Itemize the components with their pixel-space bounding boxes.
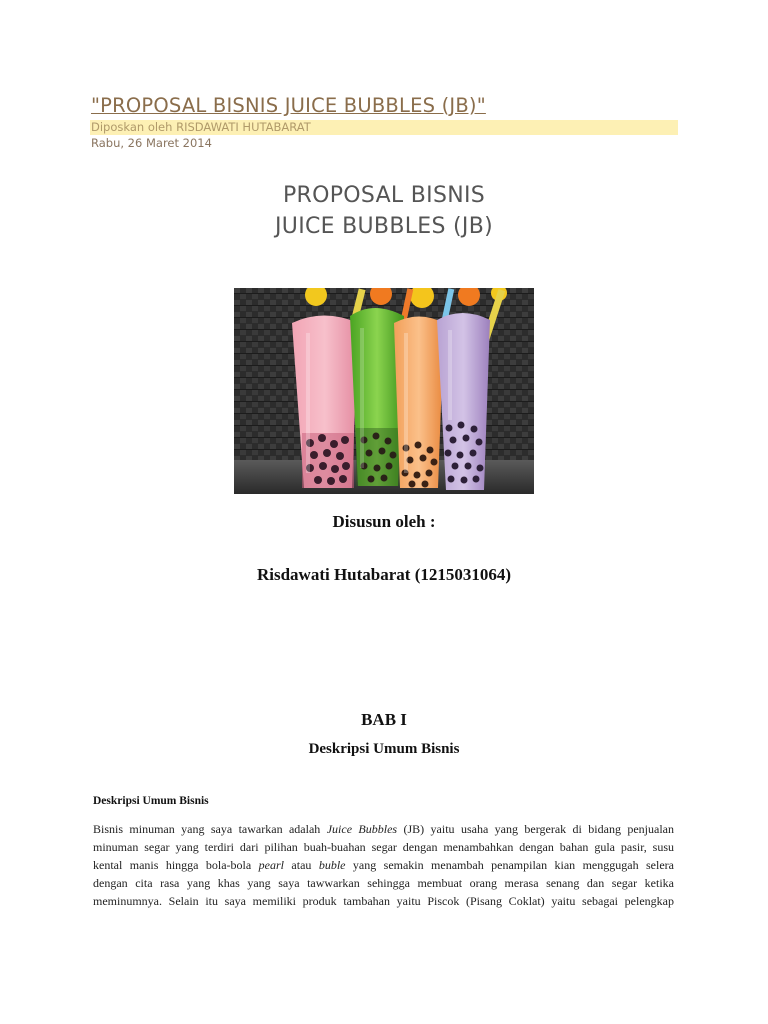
- body-paragraph: [93, 820, 674, 910]
- paragraph-line: meminumnya. Selain itu saya memiliki produk tambahan yaitu Piscok (Pisang Coklat) yaitu sebagai pelengkap: [93, 894, 674, 908]
- prepared-by-label: Disusun oleh :: [332, 512, 436, 531]
- section-heading: Deskripsi Umum Bisnis: [93, 795, 209, 807]
- author-name: Risdawati Hutabarat (1215031064): [256, 565, 512, 584]
- chapter-title: Deskripsi Umum Bisnis: [308, 741, 460, 757]
- chapter-heading: BAB I: [361, 710, 407, 729]
- posted-by-line: Diposkan oleh RISDAWATI HUTABARAT: [90, 120, 678, 135]
- paragraph-line: Bisnis minuman yang saya tawarkan adalah Juice Bubbles (JB) yaitu usaha yang bergerak di bidang penjualan: [93, 822, 674, 836]
- paragraph-line: kental manis hingga bola-bola pearl atau buble yang semakin menambah penampilan kian menggugah selera: [93, 858, 674, 872]
- document-title-line-1: PROPOSAL BISNIS: [282, 183, 486, 208]
- paragraph-line: minuman segar yang terdiri dari pilihan buah-buahan segar dengan menambahkan dengan bahan gula pasir, susu: [93, 840, 674, 854]
- post-title-link[interactable]: "PROPOSAL BISNIS JUICE BUBBLES (JB)": [91, 94, 486, 117]
- post-date: Rabu, 26 Maret 2014: [91, 136, 212, 150]
- document-title-line-2: JUICE BUBBLES (JB): [275, 214, 493, 239]
- juice-bubbles-photo: [234, 288, 534, 494]
- paragraph-line: dengan cita rasa yang khas yang saya tawwarkan sehingga membuat orang merasa senang dan segar ketika: [93, 876, 674, 890]
